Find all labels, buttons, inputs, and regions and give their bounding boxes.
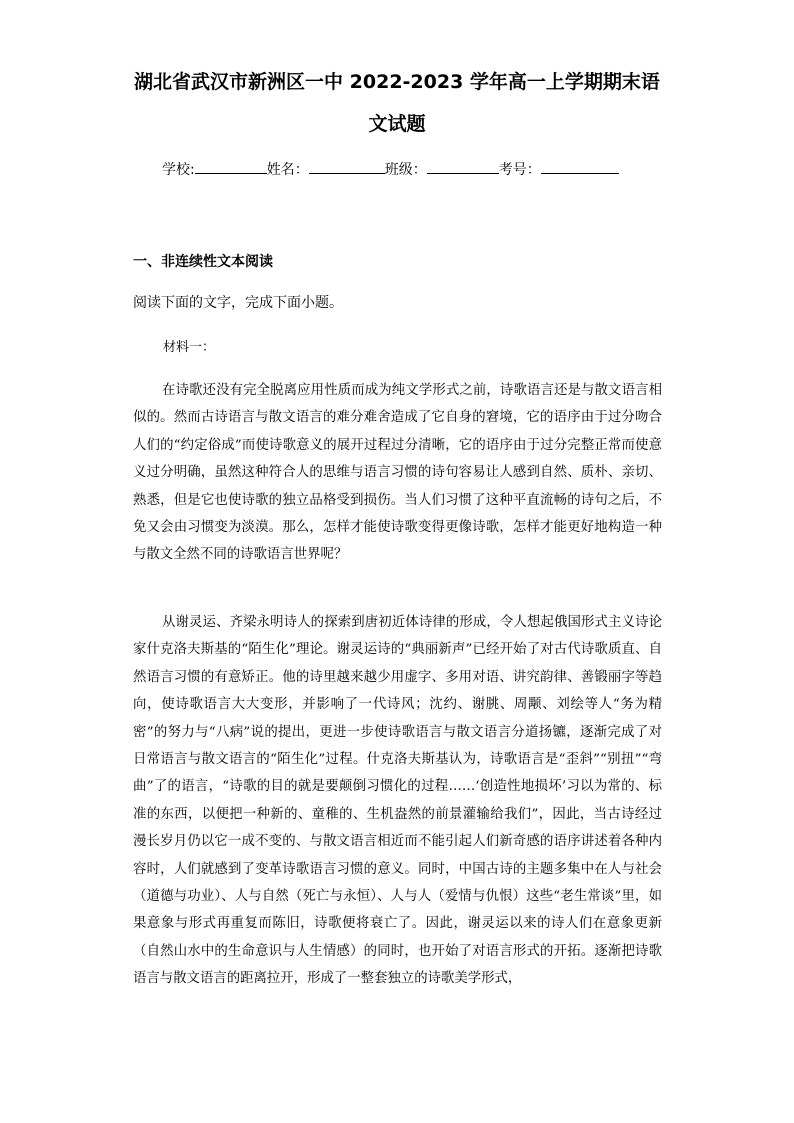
class-blank — [427, 158, 499, 174]
class-label: 班级： — [384, 162, 427, 178]
school-label: 学校: — [162, 162, 195, 178]
name-label: 姓名： — [266, 162, 309, 178]
body-paragraph: 从谢灵运、齐梁永明诗人的探索到唐初近体诗律的形成，令人想起俄国形式主义诗论家什克洛夫斯基的“陌生化”理论。谢灵运诗的“典丽新声”已经开始了对古代诗歌质直、自然语言习惯的有意矫正。他的诗里越来越少用虚字、多用对语、讲究韵律、善锻丽字等趋向，使诗歌语言大大变形，并影响了一代诗风；沈约、谢朓、周颙、刘绘等人“务为精密”的努力与“八病”说的提出，更进一步使诗歌语言与散文语言分道扬镳，逐渐完成了对日常语言与散文语言的“陌生化”过程。什克洛夫斯基认为，诗歌语言是“歪斜”“别扭”“弯曲”了的语言，“诗歌的目的就是要颠倒习惯化的过程……‘创造性地损坏’习以为常的、标准的东西，以便把一种新的、童稚的、生机盎然的前景灌输给我们”，因此，当古诗经过漫长岁月仍以它一成不变的、与散文语言相近而不能引起人们新奇感的语序讲述着各种内容时，人们就感到了变革诗歌语言习惯的意义。同时，中国古诗的主题多集中在人与社会（道德与功业）、人与自然（死亡与永恒）、人与人（爱情与仇恨）这些“老生常谈”里，如果意象与形式再重复而陈旧，诗歌便将衰亡了。因此，谢灵运以来的诗人们在意象更新（自然山水中的生命意识与人生情感）的同时，也开始了对语言形式的开拓。逐渐把诗歌语言与散文语言的距离拉开，形成了一整套独立的诗歌美学形式， — [133, 615, 662, 987]
material-label: 材料一： — [163, 340, 216, 355]
number-blank — [541, 158, 619, 174]
document-title-line-1: 湖北省武汉市新洲区一中 2022-2023 学年高一上学期期末语 — [134, 71, 660, 93]
document-title-line-2: 文试题 — [368, 113, 426, 135]
student-info-row — [162, 158, 619, 180]
name-blank — [309, 158, 385, 174]
school-blank — [195, 158, 267, 174]
number-label: 考号： — [498, 162, 541, 178]
section-heading: 一、非连续性文本阅读 — [133, 254, 273, 270]
body-paragraph: 在诗歌还没有完全脱离应用性质而成为纯文学形式之前，诗歌语言还是与散文语言相似的。然而古诗语言与散文语言的难分难舍造成了它自身的窘境，它的语序由于过分吻合人们的“约定俗成”而使诗歌意义的展开过程过分清晰，它的语序由于过分完整正常而使意义过分明确，虽然这种符合人的思维与语言习惯的诗句容易让人感到自然、质朴、亲切、熟悉，但是它也使诗歌的独立品格受到损伤。当人们习惯了这种平直流畅的诗句之后，不免又会由习惯变为淡漠。那么，怎样才能使诗歌变得更像诗歌，怎样才能更好地构造一种与散文全然不同的诗歌语言世界呢？ — [133, 383, 662, 563]
reading-instruction: 阅读下面的文字，完成下面小题。 — [133, 295, 343, 311]
